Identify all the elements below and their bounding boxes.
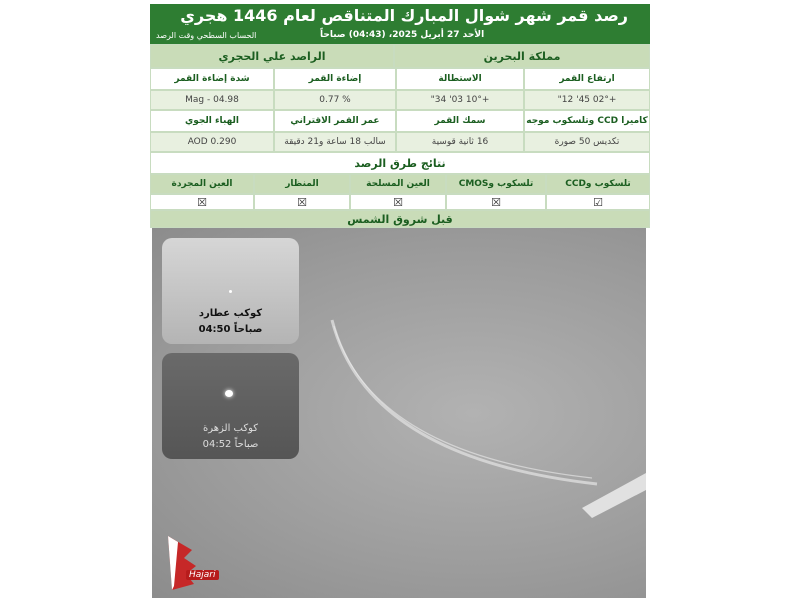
magnitude-label: شدة إضاءة القمر bbox=[150, 68, 274, 90]
photo-caption: قبل شروق الشمس bbox=[150, 210, 650, 228]
mark-telescope-cmos: ☒ bbox=[446, 194, 546, 210]
method-telescope-cmos: تلسكوب وCMOS bbox=[446, 174, 546, 194]
aerosol-label: الهباء الجوي bbox=[150, 110, 274, 132]
venus-inset bbox=[162, 353, 299, 459]
mercury-time: 04:50 صباحاً bbox=[198, 324, 263, 335]
moon-age-value: سالب 18 ساعة و21 دقيقة bbox=[274, 132, 396, 152]
method-binoculars: المنظار bbox=[254, 174, 350, 194]
marks-row bbox=[150, 194, 650, 210]
moon-photo bbox=[152, 228, 646, 598]
method-aided-eye: العين المسلحة bbox=[350, 174, 446, 194]
moon-thickness-value: 16 ثانية قوسية bbox=[396, 132, 524, 152]
method-naked-eye: العين المجردة bbox=[150, 174, 254, 194]
aerosol-value: AOD 0.290 bbox=[150, 132, 274, 152]
method-telescope-ccd: تلسكوب وCCD bbox=[546, 174, 650, 194]
mercury-dot bbox=[229, 290, 232, 293]
elongation-label: الاستطالة bbox=[396, 68, 524, 90]
observation-date: الأحد 27 أبريل 2025، (04:43) صباحاً bbox=[320, 30, 485, 40]
logo-text: Hajari bbox=[186, 570, 219, 580]
moon-altitude-label: ارتفاع القمر bbox=[524, 68, 650, 90]
venus-time: 04:52 صباحاً bbox=[202, 439, 259, 450]
results-title: نتائج طرق الرصد bbox=[150, 152, 650, 174]
magnitude-value: Mag - 04.98 bbox=[150, 90, 274, 110]
moon-altitude-value: +02° 45' 12" bbox=[524, 90, 650, 110]
values-row-1 bbox=[150, 90, 650, 110]
moon-thickness-label: سمك القمر bbox=[396, 110, 524, 132]
elongation-value: +10° 03' 34" bbox=[396, 90, 524, 110]
values-row-2 bbox=[150, 132, 650, 152]
observer-label: الراصد علي الحجري bbox=[150, 44, 394, 68]
country-observer-row bbox=[150, 44, 650, 68]
mercury-inset bbox=[162, 238, 299, 344]
moon-age-label: عمر القمر الاقتراني bbox=[274, 110, 396, 132]
mark-telescope-ccd: ☑ bbox=[546, 194, 650, 210]
observation-sheet bbox=[150, 4, 650, 598]
country-label: مملكة البحرين bbox=[394, 44, 650, 68]
venus-name: كوكب الزهرة bbox=[202, 423, 259, 434]
camera-label: كاميرا CCD وتلسكوب موجه bbox=[524, 110, 650, 132]
page-title: رصد قمر شهر شوال المبارك المتناقص لعام 1446 هجري bbox=[180, 6, 628, 25]
venus-dot bbox=[225, 390, 233, 397]
calculation-note: الحساب السطحي وقت الرصد bbox=[156, 31, 257, 40]
stacking-value: تكديس 50 صورة bbox=[524, 132, 650, 152]
mark-naked-eye: ☒ bbox=[150, 194, 254, 210]
results-title-row bbox=[150, 152, 650, 174]
labels-row-1 bbox=[150, 68, 650, 90]
labels-row-2 bbox=[150, 110, 650, 132]
illumination-label: إضاءة القمر bbox=[274, 68, 396, 90]
methods-row bbox=[150, 174, 650, 194]
illumination-value: % 0.77 bbox=[274, 90, 396, 110]
header-banner bbox=[150, 4, 650, 44]
bahrain-flag-logo bbox=[158, 528, 228, 598]
mark-binoculars: ☒ bbox=[254, 194, 350, 210]
mark-aided-eye: ☒ bbox=[350, 194, 446, 210]
caption-row bbox=[150, 210, 650, 228]
mercury-name: كوكب عطارد bbox=[198, 308, 263, 319]
